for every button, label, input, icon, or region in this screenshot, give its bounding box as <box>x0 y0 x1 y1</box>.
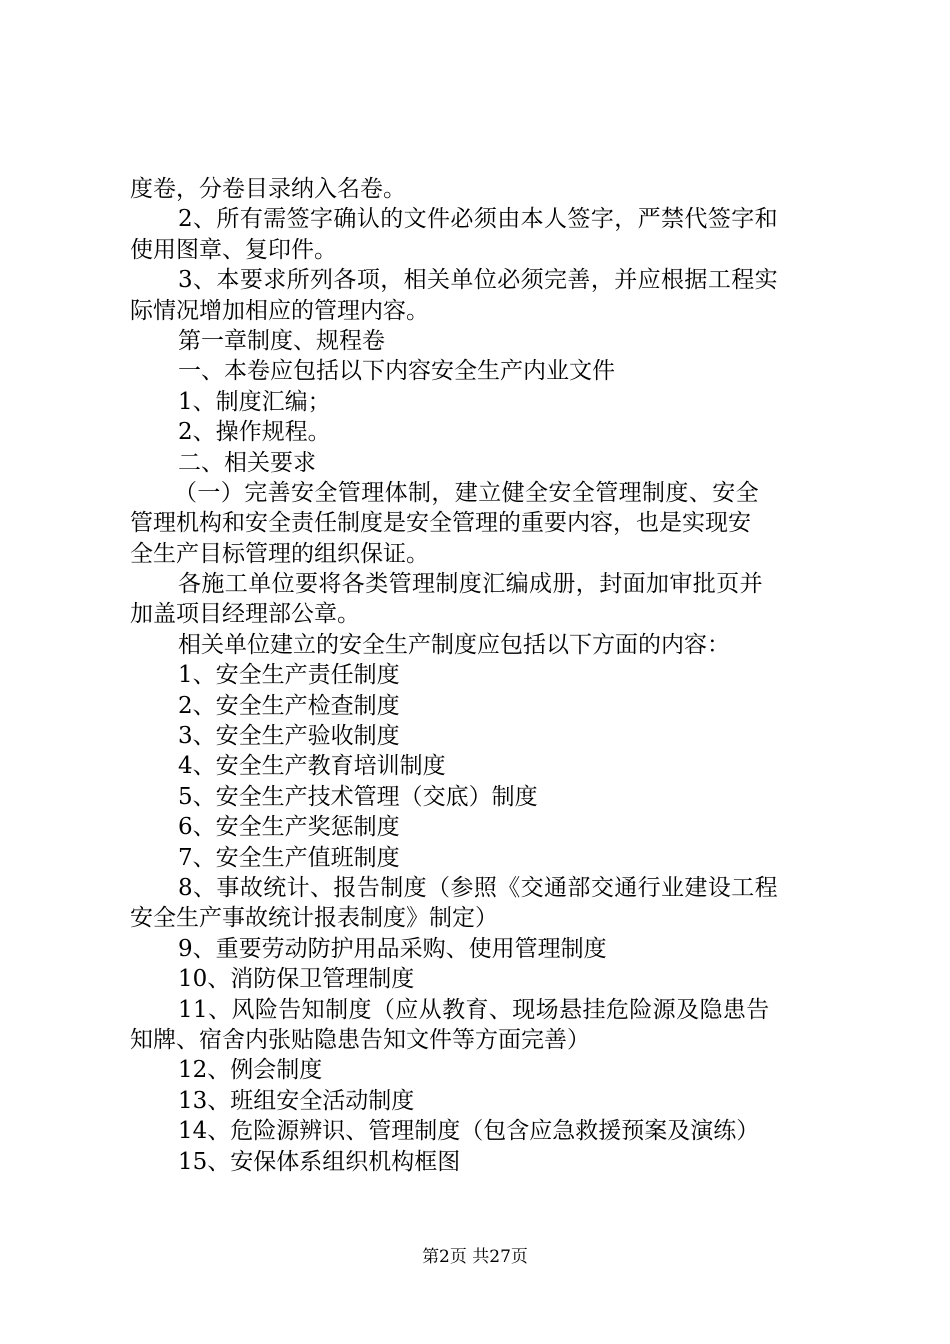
list-item: 3、安全生产验收制度 <box>178 723 400 750</box>
section-heading: 一、本卷应包括以下内容安全生产内业文件 <box>178 358 615 385</box>
list-item: 9、重要劳动防护用品采购、使用管理制度 <box>178 935 607 962</box>
body-text <box>130 174 830 1177</box>
list-item: 4、安全生产教育培训制度 <box>178 753 446 780</box>
text-line: 各施工单位要将各类管理制度汇编成册，封面加审批页并 <box>178 571 763 598</box>
section-heading: 二、相关要求 <box>178 449 316 476</box>
text-line: 际情况增加相应的管理内容。 <box>130 297 429 324</box>
page-footer: 第2页 共27页 <box>422 1247 528 1267</box>
text-line: 相关单位建立的安全生产制度应包括以下方面的内容： <box>178 631 730 658</box>
list-item: 14、危险源辨识、管理制度（包含应急救援预案及演练） <box>178 1118 760 1145</box>
list-item: 15、安保体系组织机构框图 <box>178 1148 461 1175</box>
text-line: （一）完善安全管理体制，建立健全安全管理制度、安全 <box>174 479 759 506</box>
list-item: 8、事故统计、报告制度（参照《交通部交通行业建设工程 <box>178 874 779 901</box>
text-line: 知牌、宿舍内张贴隐患告知文件等方面完善） <box>130 1026 590 1053</box>
text-line: 3、本要求所列各项，相关单位必须完善，并应根据工程实 <box>178 267 779 294</box>
list-item: 7、安全生产值班制度 <box>178 844 400 871</box>
text-line: 安全生产事故统计报表制度》制定） <box>130 905 498 932</box>
text-line: 使用图章、复印件。 <box>130 236 337 263</box>
list-item: 6、安全生产奖惩制度 <box>178 814 400 841</box>
text-line: 2、所有需签字确认的文件必须由本人签字，严禁代签字和 <box>178 206 779 233</box>
text-line: 管理机构和安全责任制度是安全管理的重要内容，也是实现安 <box>130 510 751 537</box>
list-item: 2、操作规程。 <box>178 419 331 446</box>
list-item: 2、安全生产检查制度 <box>178 692 400 719</box>
list-item: 11、风险告知制度（应从教育、现场悬挂危险源及隐患告 <box>178 996 770 1023</box>
list-item: 13、班组安全活动制度 <box>178 1087 415 1114</box>
text-line: 加盖项目经理部公章。 <box>130 601 360 628</box>
chapter-heading: 第一章制度、规程卷 <box>178 327 385 354</box>
text-line: 度卷，分卷目录纳入名卷。 <box>130 176 406 202</box>
list-item: 5、安全生产技术管理（交底）制度 <box>178 783 538 810</box>
text-line: 全生产目标管理的组织保证。 <box>130 540 429 567</box>
list-item: 10、消防保卫管理制度 <box>178 966 415 993</box>
list-item: 12、例会制度 <box>178 1057 323 1084</box>
list-item: 1、安全生产责任制度 <box>178 662 400 689</box>
list-item: 1、制度汇编； <box>178 388 331 415</box>
